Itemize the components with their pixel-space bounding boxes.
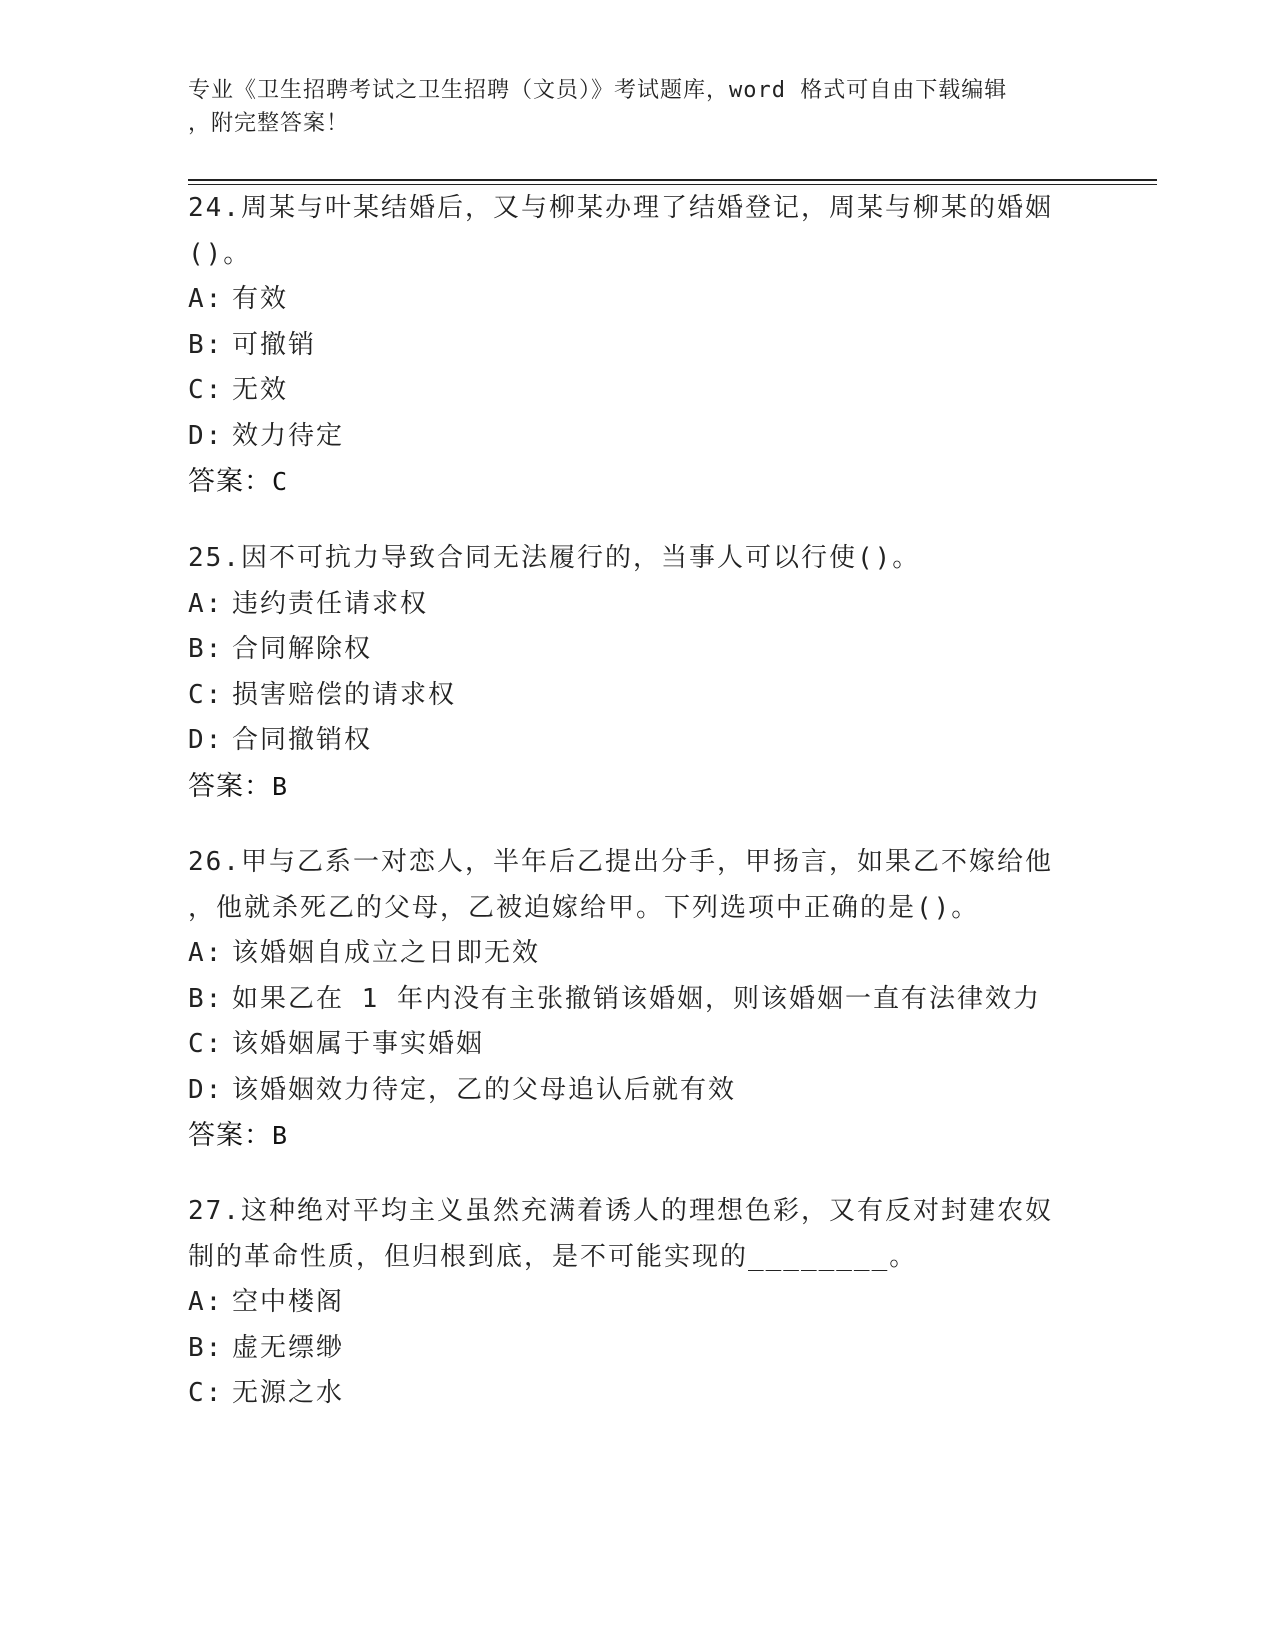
option-text: 该婚姻属于事实婚姻: [232, 1029, 485, 1059]
option-b: [188, 1326, 1088, 1372]
answer-value: B: [272, 771, 289, 801]
question-24: [188, 186, 1088, 505]
option-text: 合同解除权: [232, 634, 373, 664]
question-text-line: ，他就杀死乙的父母，乙被迫嫁给甲。下列选项中正确的是()。: [188, 892, 980, 923]
header-line-1: 专业《卫生招聘考试之卫生招聘（文员）》考试题库，word 格式可自由下载编辑: [188, 78, 1008, 103]
option-text: 虚无缥缈: [232, 1332, 345, 1363]
option-text: 无效: [232, 375, 289, 405]
option-key: D:: [188, 1074, 224, 1105]
option-d: [188, 1068, 1088, 1114]
option-key: D:: [188, 420, 224, 451]
answer-label: 答案：: [188, 466, 272, 497]
option-text: 可撤销: [232, 329, 317, 360]
answer-label: 答案：: [188, 770, 272, 802]
option-text: 违约责任请求权: [232, 588, 429, 619]
answer-value: B: [272, 1121, 289, 1150]
question-text-line: ()。: [188, 238, 252, 269]
option-key: A:: [188, 938, 224, 968]
answer-label: 答案：: [188, 1120, 272, 1151]
question-text-line: 25.因不可抗力导致合同无法履行的，当事人可以行使()。: [188, 543, 921, 573]
option-text: 有效: [232, 284, 289, 314]
answer-line: [188, 1113, 1088, 1159]
option-a: [188, 1280, 1088, 1326]
option-c: [188, 1371, 1088, 1417]
option-d: [188, 718, 1088, 764]
option-text: 合同撤销权: [232, 725, 373, 755]
question-26: [188, 840, 1088, 1159]
option-c: [188, 673, 1088, 719]
option-c: [188, 368, 1088, 414]
option-text: 无源之水: [232, 1378, 345, 1408]
question-27: [188, 1189, 1088, 1417]
question-25: [188, 536, 1088, 809]
option-key: B:: [188, 983, 224, 1014]
option-key: A:: [188, 588, 224, 619]
option-text: 损害赔偿的请求权: [232, 679, 457, 710]
answer-line: [188, 459, 1088, 505]
option-a: [188, 582, 1088, 628]
option-key: B:: [188, 1332, 224, 1363]
option-text: 该婚姻效力待定，乙的父母追认后就有效: [232, 1074, 737, 1105]
option-b: [188, 323, 1088, 369]
option-b: [188, 627, 1088, 673]
question-text-line: 24.周某与叶某结婚后，又与柳某办理了结婚登记，周某与柳某的婚姻: [188, 193, 1053, 223]
option-c: [188, 1022, 1088, 1068]
option-text: 该婚姻自成立之日即无效: [232, 938, 541, 968]
option-key: C:: [188, 679, 224, 710]
option-a: [188, 931, 1088, 977]
option-d: [188, 414, 1088, 460]
header-line-2: ，附完整答案！: [188, 111, 350, 136]
option-key: B:: [188, 329, 224, 360]
answer-line: [188, 764, 1088, 810]
option-key: A:: [188, 284, 224, 314]
option-key: B:: [188, 634, 224, 664]
option-key: A:: [188, 1287, 224, 1317]
option-key: C:: [188, 375, 224, 405]
question-text-line: 制的革命性质，但归根到底，是不可能实现的________。: [188, 1241, 918, 1272]
option-key: D:: [188, 725, 224, 755]
question-text-line: 27.这种绝对平均主义虽然充满着诱人的理想色彩，又有反对封建农奴: [188, 1196, 1053, 1226]
header-rule-thin: [188, 184, 1157, 185]
question-text-line: 26.甲与乙系一对恋人，半年后乙提出分手，甲扬言，如果乙不嫁给他: [188, 847, 1053, 877]
option-text: 效力待定: [232, 420, 345, 451]
option-text: 空中楼阁: [232, 1287, 345, 1317]
option-a: [188, 277, 1088, 323]
option-key: C:: [188, 1378, 224, 1408]
option-key: C:: [188, 1029, 224, 1059]
answer-value: C: [272, 467, 289, 496]
document-header: [188, 74, 1088, 140]
option-b: [188, 977, 1088, 1023]
option-text: 如果乙在 1 年内没有主张撤销该婚姻，则该婚姻一直有法律效力: [232, 983, 1041, 1014]
header-rule-thick: [188, 179, 1157, 181]
